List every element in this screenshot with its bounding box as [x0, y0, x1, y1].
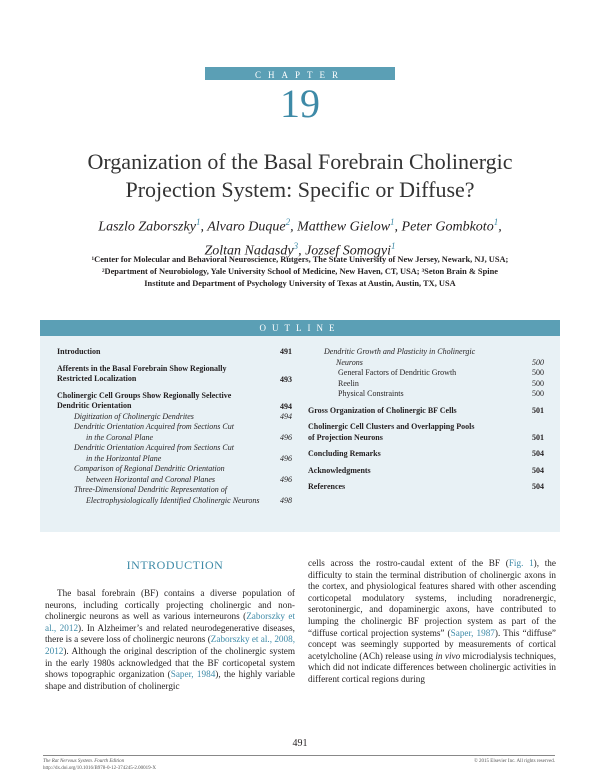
figure-link[interactable]: Fig. 1 — [508, 558, 534, 568]
author-name: Jozsef Somogyi — [305, 243, 391, 259]
book-title: The Rat Nervous System. Fourth Edition — [43, 759, 125, 764]
toc-entry-dendritic-growth[interactable]: Dendritic Growth and Plasticity in Cholinergic Neurons 500 — [324, 347, 544, 367]
title-line: Projection System: Specific or Diffuse? — [125, 177, 475, 202]
affiliation-marker[interactable]: 1 — [493, 217, 499, 227]
article-title — [40, 148, 560, 204]
footer-book-info — [43, 758, 156, 772]
body-paragraph-right: cells across the rostro-caudal extent of the BF (Fig. 1), the difficulty to stain the terminal distribution of cholinergic axons in the cortex, and physiological features shared with other ascending corticopetal modulatory systems, including noradrenergic, serotoninergic, and dopaminergic axons, have contributed to lumping the cholinergic BF projection system as part of the “diffuse cortical projection systems” (Saper, 1987). This “diffuse” concept was seemingly supported by measurements of cortical acetylcholine (ACh) release using in vivo microdialysis techniques, which did not indicate differences between cholinergic activities in different cortical regions during — [308, 558, 557, 684]
toc-entry-gross-organization[interactable]: Gross Organization of Cholinergic BF Cells 501 — [308, 405, 544, 415]
toc-entry-cholinergic-groups[interactable]: Cholinergic Cell Groups Show Regionally Selective Dendritic Orientation 494 — [57, 390, 292, 411]
author-name: Alvaro Duque — [207, 219, 286, 235]
doi-link[interactable]: http://dx.doi.org/10.1016/B978-0-12-374245-2.00019-X — [43, 766, 156, 771]
affiliations — [30, 254, 570, 290]
toc-entry-references[interactable]: References 504 — [308, 482, 544, 491]
outline-label: OUTLINE — [259, 323, 341, 333]
toc-entry-reelin[interactable]: Reelin 500 — [338, 378, 544, 388]
affiliation-line: ¹Center for Molecular and Behavioral Neuroscience, Rutgers, The State University of New Jersey, Newark, NJ, USA; — [91, 255, 509, 264]
citation-link[interactable]: Saper, 1984 — [170, 669, 216, 680]
toc-entry-cell-clusters[interactable]: Cholinergic Cell Clusters and Overlapping Pools of Projection Neurons 501 — [308, 422, 544, 442]
toc-entry-physical-constraints[interactable]: Physical Constraints 500 — [338, 389, 544, 398]
toc-entry-digitization[interactable]: Digitization of Cholinergic Dendrites 494 — [74, 411, 292, 421]
toc-entry-comparison[interactable]: Comparison of Regional Dendritic Orientation between Horizontal and Coronal Planes 496 — [74, 464, 292, 484]
citation-link[interactable]: Zaborszky et al., 2012 — [45, 611, 295, 633]
title-line: Organization of the Basal Forebrain Cholinergic — [87, 149, 513, 174]
toc-entry-acknowledgments[interactable]: Acknowledgments 504 — [308, 465, 544, 475]
affiliation-marker[interactable]: 2 — [285, 217, 291, 227]
affiliation-marker[interactable]: 1 — [195, 217, 201, 227]
outline-left-column — [57, 347, 292, 506]
toc-entry-introduction[interactable]: Introduction 491 — [57, 347, 292, 356]
page-number: 491 — [292, 738, 308, 749]
author-name: Peter Gombkoto — [401, 219, 494, 235]
citation-link[interactable]: Saper, 1987 — [450, 627, 495, 638]
toc-entry-concluding-remarks[interactable]: Concluding Remarks 504 — [308, 449, 544, 458]
chapter-number: 19 — [280, 81, 320, 126]
toc-entry-afferents[interactable]: Afferents in the Basal Forebrain Show Regionally Restricted Localization 493 — [57, 363, 292, 384]
toc-entry-coronal[interactable]: Dendritic Orientation Acquired from Sections Cut in the Coronal Plane 496 — [74, 422, 292, 442]
copyright-notice: © 2015 Elsevier Inc. All rights reserved. — [473, 759, 555, 764]
author-name: Zoltan Nadasdy — [204, 243, 294, 259]
affiliation-line: ²Department of Neurobiology, Yale University School of Medicine, New Haven, CT, USA; ³Seton Brain & Spine — [102, 267, 498, 276]
author-name: Laszlo Zaborszky — [98, 219, 196, 235]
author-name: Matthew Gielow — [297, 219, 391, 235]
author-list: Laszlo Zaborszky$^1$, Alvaro Duque$^2$, Matthew Gielow$^1$, Peter Gombkoto$^1$, Zoltan Nadasdy$^3$, Jozsef Somogyi$^1$ — [98, 217, 502, 259]
toc-entry-three-dimensional[interactable]: Three-Dimensional Dendritic Representation of Electrophysiologically Identified Cholinergic Neurons 498 — [74, 485, 292, 505]
chapter-label: CHAPTER — [254, 70, 345, 80]
toc-entry-horizontal[interactable]: Dendritic Orientation Acquired from Sections Cut in the Horizontal Plane 496 — [74, 443, 292, 463]
affiliation-marker[interactable]: 1 — [391, 240, 396, 251]
body-paragraph-left: The basal forebrain (BF) contains a diverse population of neurons, including cortically projecting cholinergic and non-cholinergic neurons as well as various interneurons (Zaborszky et al., 2012). In Alzheimer’s and related neurodegenerative diseases, there is a severe loss of cholinergic neurons (Zaborszky et al., 2008, 2012). Although the original description of the cholinergic system in the early 1980s acknowledged that the BF corticopetal system shows topographic organization (Saper, 1984), the highly variable shape and distribution of cholinergic — [45, 588, 295, 691]
section-heading-introduction: INTRODUCTION — [126, 558, 224, 572]
citation-link[interactable]: Zaborszky et al., 2008, 2012 — [45, 634, 295, 656]
footer-divider — [43, 755, 555, 756]
affiliation-marker[interactable]: 1 — [390, 217, 395, 227]
affiliation-line: Institute and Department of Psychology University of Texas at Austin, Austin, TX, USA — [144, 279, 456, 288]
outline-right-column — [308, 347, 544, 493]
affiliation-marker[interactable]: 3 — [293, 240, 299, 251]
toc-entry-general-factors[interactable]: General Factors of Dendritic Growth 500 — [338, 368, 544, 377]
